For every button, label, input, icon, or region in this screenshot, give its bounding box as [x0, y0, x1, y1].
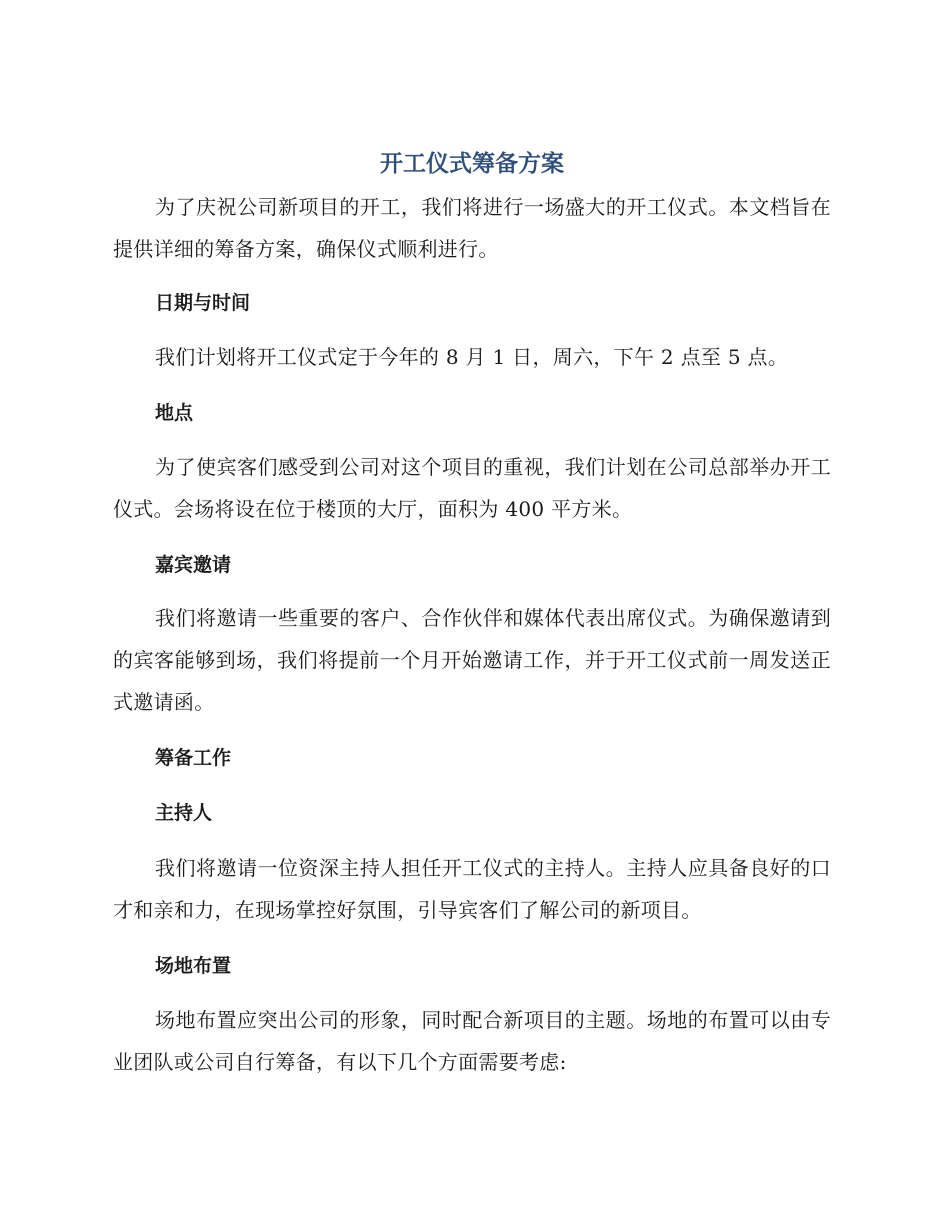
- section-heading-date-time: 日期与时间: [155, 292, 251, 314]
- section-heading-location: 地点: [155, 402, 194, 424]
- section-body-venue-layout: 场地布置应突出公司的形象，同时配合新项目的主题。场地的布置可以由专业团队或公司自行筹备，有以下几个方面需要考虑:: [113, 1008, 831, 1074]
- section-body-host: 我们将邀请一位资深主持人担任开工仪式的主持人。主持人应具备良好的口才和亲和力，在现场掌控好氛围，引导宾客们了解公司的新项目。: [113, 856, 831, 922]
- intro-paragraph: 为了庆祝公司新项目的开工，我们将进行一场盛大的开工仪式。本文档旨在提供详细的筹备方案，确保仪式顺利进行。: [113, 195, 831, 261]
- section-body-guest-invitation: 我们将邀请一些重要的客户、合作伙伴和媒体代表出席仪式。为确保邀请到的宾客能够到场，我们将提前一个月开始邀请工作，并于开工仪式前一周发送正式邀请函。: [113, 606, 831, 714]
- document-title: 开工仪式筹备方案: [380, 151, 564, 177]
- section-heading-preparation: 筹备工作: [155, 747, 232, 769]
- section-body-date-time: 我们计划将开工仪式定于今年的 8 月 1 日，周六，下午 2 点至 5 点。: [155, 345, 789, 369]
- section-body-location: 为了使宾客们感受到公司对这个项目的重视，我们计划在公司总部举办开工仪式。会场将设在位于楼顶的大厅，面积为 400 平方米。: [113, 455, 831, 521]
- section-heading-venue-layout: 场地布置: [155, 955, 232, 977]
- section-heading-guest-invitation: 嘉宾邀请: [155, 554, 232, 576]
- section-heading-host: 主持人: [155, 802, 213, 824]
